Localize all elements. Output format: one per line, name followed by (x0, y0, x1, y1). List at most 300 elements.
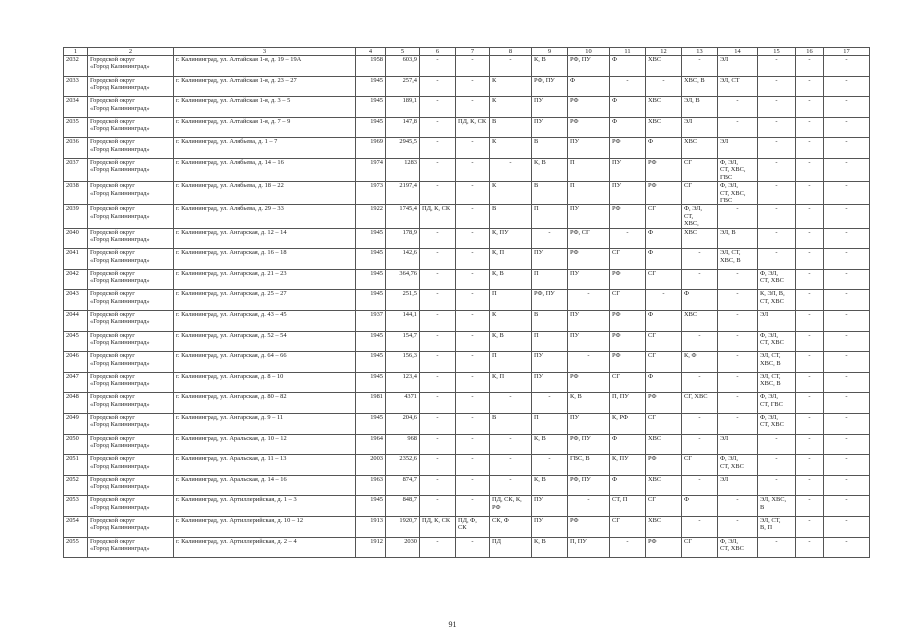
table-cell: СГ (682, 158, 718, 181)
table-cell: 1945 (356, 352, 386, 373)
table-row (64, 228, 870, 249)
table-cell: - (824, 352, 870, 373)
table-cell: г. Калининград, ул. Ангарская, д. 12 – 14 (174, 228, 356, 249)
column-number: 5 (386, 48, 420, 56)
table-cell: г. Калининград, ул. Алябьева, д. 1 – 7 (174, 138, 356, 159)
column-number: 7 (456, 48, 490, 56)
column-number: 16 (796, 48, 824, 56)
table-cell: К, В (532, 475, 568, 496)
table-cell: РФ (646, 393, 682, 414)
table-cell: - (420, 249, 456, 270)
table-cell: РФ, ПУ (568, 434, 610, 455)
table-cell: 2053 (64, 496, 88, 517)
table-cell: К, П (490, 249, 532, 270)
table-cell: - (758, 97, 796, 118)
table-cell: - (796, 76, 824, 97)
table-cell: 603,9 (386, 56, 420, 77)
table-cell: РФ (568, 516, 610, 537)
table-cell: Городской округ «Город Калининград» (88, 138, 174, 159)
column-number: 8 (490, 48, 532, 56)
table-cell: Городской округ «Город Калининград» (88, 393, 174, 414)
table-cell: - (758, 158, 796, 181)
table-cell: ПД, Ф, СК (456, 516, 490, 537)
table-cell: г. Калининград, ул. Алябьева, д. 29 – 33 (174, 205, 356, 228)
table-cell: - (456, 372, 490, 393)
table-cell: - (824, 496, 870, 517)
table-cell: - (796, 352, 824, 373)
table-cell: Ф (682, 290, 718, 311)
table-cell: - (796, 434, 824, 455)
table-cell: - (796, 249, 824, 270)
table-cell: 1981 (356, 393, 386, 414)
table-cell: 1945 (356, 372, 386, 393)
table-cell: - (796, 393, 824, 414)
table-cell: В (532, 311, 568, 332)
housing-register-table (63, 47, 870, 558)
table-cell: - (420, 352, 456, 373)
table-cell: - (796, 117, 824, 138)
table-cell: ЭЛ, СТ, ХВС, В (758, 372, 796, 393)
table-row (64, 269, 870, 290)
table-cell: Городской округ «Город Калининград» (88, 158, 174, 181)
table-cell: 1945 (356, 76, 386, 97)
table-cell: - (420, 228, 456, 249)
table-cell: г. Калининград, ул. Ангарская, д. 21 – 23 (174, 269, 356, 290)
table-cell: Городской округ «Город Калининград» (88, 228, 174, 249)
column-number: 17 (824, 48, 870, 56)
table-cell: СГ (646, 352, 682, 373)
table-cell: 2036 (64, 138, 88, 159)
table-cell: Городской округ «Город Калининград» (88, 496, 174, 517)
table-cell: - (420, 97, 456, 118)
table-cell: РФ (610, 205, 646, 228)
table-cell: Ф, ЭЛ, СТ, ХВС (718, 537, 758, 558)
table-cell: - (758, 249, 796, 270)
table-cell: Ф, ЭЛ, СТ, ХВС (758, 413, 796, 434)
table-cell: ХВС (646, 117, 682, 138)
table-cell: г. Калининград, ул. Алтайская 1-я, д. 3 – 5 (174, 97, 356, 118)
table-cell: - (682, 434, 718, 455)
table-cell: Ф, ЭЛ, СТ, ХВС (718, 455, 758, 476)
table-cell: - (568, 352, 610, 373)
table-cell: Ф (610, 434, 646, 455)
table-cell: - (824, 516, 870, 537)
table-cell: Ф, ЭЛ, СТ, ХВС, (682, 205, 718, 228)
table-cell: В (490, 413, 532, 434)
table-cell: - (718, 290, 758, 311)
column-number: 15 (758, 48, 796, 56)
table-cell: Ф (610, 475, 646, 496)
table-cell: СГ (610, 372, 646, 393)
table-cell: РФ, ПУ (568, 475, 610, 496)
table-cell: К, В (490, 269, 532, 290)
table-cell: - (568, 290, 610, 311)
table-cell: ПД, К, СК (456, 117, 490, 138)
table-cell: - (420, 76, 456, 97)
table-cell: СГ (646, 205, 682, 228)
table-cell: 2041 (64, 249, 88, 270)
table-cell: 1945 (356, 496, 386, 517)
table-cell: К, В (532, 56, 568, 77)
column-number: 3 (174, 48, 356, 56)
table-cell: Ф, ЭЛ, СТ, ХВС (758, 269, 796, 290)
table-cell: 257,4 (386, 76, 420, 97)
column-number: 6 (420, 48, 456, 56)
table-cell: - (420, 455, 456, 476)
table-cell: Городской округ «Город Калининград» (88, 97, 174, 118)
table-cell: РФ (610, 269, 646, 290)
table-cell: - (456, 182, 490, 205)
table-cell: ЭЛ (718, 56, 758, 77)
table-cell: ЭЛ (718, 138, 758, 159)
table-cell: К, П (490, 372, 532, 393)
table-cell: 2037 (64, 158, 88, 181)
table-cell: - (420, 158, 456, 181)
table-cell: Городской округ «Город Калининград» (88, 413, 174, 434)
table-cell: Городской округ «Город Калининград» (88, 249, 174, 270)
table-cell: Городской округ «Город Калининград» (88, 117, 174, 138)
table-cell: Ф (568, 76, 610, 97)
table-cell: - (796, 138, 824, 159)
table-cell: К, ПУ (610, 455, 646, 476)
table-cell: РФ (646, 455, 682, 476)
table-cell: Ф, ЭЛ, СТ, ХВС, ГВС (718, 158, 758, 181)
table-cell: ГВС, В (568, 455, 610, 476)
table-cell: - (796, 537, 824, 558)
table-cell: П (568, 182, 610, 205)
table-cell: РФ (610, 138, 646, 159)
table-cell: г. Калининград, ул. Артиллерийская, д. 2 – 4 (174, 537, 356, 558)
table-cell: г. Калининград, ул. Алтайская 1-я, д. 19 – 19А (174, 56, 356, 77)
table-cell: - (456, 331, 490, 352)
table-cell: - (610, 76, 646, 97)
table-cell: П (532, 205, 568, 228)
table-row (64, 331, 870, 352)
table-cell: - (796, 496, 824, 517)
table-cell: Ф (682, 496, 718, 517)
table-cell: - (824, 455, 870, 476)
table-cell: г. Калининград, ул. Алябьева, д. 18 – 22 (174, 182, 356, 205)
table-cell: - (824, 76, 870, 97)
table-cell: - (532, 455, 568, 476)
table-cell: г. Калининград, ул. Артиллерийская, д. 1 – 3 (174, 496, 356, 517)
table-row (64, 352, 870, 373)
table-cell: Городской округ «Город Калининград» (88, 372, 174, 393)
table-cell: г. Калининград, ул. Алтайская 1-я, д. 7 – 9 (174, 117, 356, 138)
table-cell: - (824, 182, 870, 205)
table-cell: СГ (646, 413, 682, 434)
table-cell: 848,7 (386, 496, 420, 517)
table-cell: - (824, 372, 870, 393)
table-cell: - (796, 290, 824, 311)
table-cell: ПУ (532, 249, 568, 270)
table-cell: - (456, 352, 490, 373)
table-cell: Городской округ «Город Калининград» (88, 352, 174, 373)
table-cell: г. Калининград, ул. Ангарская, д. 9 – 11 (174, 413, 356, 434)
table-cell: РФ (568, 97, 610, 118)
table-cell: - (796, 311, 824, 332)
table-cell: 2033 (64, 76, 88, 97)
table-cell: В (532, 182, 568, 205)
table-cell: - (532, 228, 568, 249)
table-cell: П (532, 331, 568, 352)
table-cell: - (456, 228, 490, 249)
table-cell: Городской округ «Город Калининград» (88, 182, 174, 205)
table-cell: 2048 (64, 393, 88, 414)
table-cell: - (456, 76, 490, 97)
column-number: 10 (568, 48, 610, 56)
table-cell: 1937 (356, 311, 386, 332)
table-cell: 364,76 (386, 269, 420, 290)
table-cell: - (758, 475, 796, 496)
table-cell: - (824, 393, 870, 414)
table-row (64, 290, 870, 311)
table-cell: - (456, 269, 490, 290)
table-row (64, 434, 870, 455)
table-cell: 2049 (64, 413, 88, 434)
table-cell: - (758, 434, 796, 455)
table-cell: РФ (646, 537, 682, 558)
table-cell: 1922 (356, 205, 386, 228)
table-cell: 144,1 (386, 311, 420, 332)
table-cell: - (718, 496, 758, 517)
table-cell: - (420, 138, 456, 159)
table-cell: - (456, 496, 490, 517)
table-cell: РФ (610, 311, 646, 332)
table-cell: РФ (610, 352, 646, 373)
table-cell: Городской округ «Город Калининград» (88, 269, 174, 290)
table-cell: ХВС (646, 434, 682, 455)
table-cell: - (718, 269, 758, 290)
table-cell: ПД, К, СК (420, 205, 456, 228)
table-cell: ЭЛ, ХВС, В (758, 496, 796, 517)
table-cell: - (420, 269, 456, 290)
table-cell: - (824, 475, 870, 496)
table-cell: - (824, 205, 870, 228)
table-row (64, 455, 870, 476)
table-cell: Ф (646, 228, 682, 249)
table-cell: П (568, 158, 610, 181)
table-row (64, 413, 870, 434)
table-cell: К (490, 182, 532, 205)
table-cell: - (420, 372, 456, 393)
table-cell: - (718, 413, 758, 434)
table-cell: - (456, 138, 490, 159)
table-cell: - (796, 413, 824, 434)
table-cell: ПУ (568, 138, 610, 159)
table-cell: - (824, 56, 870, 77)
table-cell: г. Калининград, ул. Ангарская, д. 25 – 27 (174, 290, 356, 311)
table-cell: К (490, 311, 532, 332)
table-cell: 2044 (64, 311, 88, 332)
table-cell: 2039 (64, 205, 88, 228)
table-cell: - (796, 205, 824, 228)
table-cell: - (718, 393, 758, 414)
table-cell: 2043 (64, 290, 88, 311)
table-cell: 2045 (64, 331, 88, 352)
column-number: 11 (610, 48, 646, 56)
table-cell: 1945 (356, 331, 386, 352)
table-cell: - (682, 269, 718, 290)
table-cell: СГ (646, 331, 682, 352)
table-cell: - (796, 331, 824, 352)
table-cell: СГ (682, 182, 718, 205)
table-cell: 874,7 (386, 475, 420, 496)
table-cell: - (420, 311, 456, 332)
table-cell: - (796, 56, 824, 77)
table-cell: - (456, 434, 490, 455)
table-cell: К (490, 138, 532, 159)
table-cell: - (420, 182, 456, 205)
table-cell: - (796, 372, 824, 393)
table-cell: - (796, 516, 824, 537)
table-cell: Ф (646, 138, 682, 159)
table-row (64, 537, 870, 558)
table-cell: г. Калининград, ул. Ангарская, д. 52 – 54 (174, 331, 356, 352)
table-cell: - (758, 182, 796, 205)
table-cell: П, ПУ (568, 537, 610, 558)
table-cell: Городской округ «Город Калининград» (88, 76, 174, 97)
table-cell: 2034 (64, 97, 88, 118)
table-cell: - (796, 228, 824, 249)
table-row (64, 393, 870, 414)
table-cell: - (718, 331, 758, 352)
table-cell: ЭЛ, СТ, ХВС, В (758, 352, 796, 373)
table-cell: г. Калининград, ул. Ангарская, д. 8 – 10 (174, 372, 356, 393)
table-cell: Городской округ «Город Калининград» (88, 311, 174, 332)
table-cell: - (646, 76, 682, 97)
table-cell: РФ, ПУ (568, 56, 610, 77)
table-cell: - (682, 516, 718, 537)
table-cell: - (490, 434, 532, 455)
table-cell: - (568, 496, 610, 517)
table-cell: - (456, 311, 490, 332)
table-cell: - (824, 413, 870, 434)
table-cell: г. Калининград, ул. Ангарская, д. 64 – 66 (174, 352, 356, 373)
table-cell: В (532, 138, 568, 159)
table-cell: - (718, 372, 758, 393)
table-cell: - (758, 117, 796, 138)
table-cell: 1913 (356, 516, 386, 537)
table-cell: - (758, 228, 796, 249)
table-cell: - (718, 311, 758, 332)
table-cell: 123,4 (386, 372, 420, 393)
table-cell: - (610, 537, 646, 558)
table-row (64, 56, 870, 77)
table-cell: РФ (646, 182, 682, 205)
table-cell: ЭЛ (758, 311, 796, 332)
table-cell: СГ (646, 269, 682, 290)
table-cell: 2046 (64, 352, 88, 373)
table-cell: ПУ (568, 311, 610, 332)
table-cell: К, В (490, 331, 532, 352)
table-cell: - (796, 158, 824, 181)
table-cell: РФ (610, 331, 646, 352)
table-cell: - (610, 228, 646, 249)
table-cell: ЭЛ, СТ (718, 76, 758, 97)
table-cell: 1945 (356, 117, 386, 138)
table-cell: К, В (532, 434, 568, 455)
table-cell: ЭЛ (718, 475, 758, 496)
table-cell: - (796, 475, 824, 496)
table-cell: - (718, 117, 758, 138)
table-cell: - (456, 97, 490, 118)
table-cell: - (420, 537, 456, 558)
table-cell: ПУ (568, 205, 610, 228)
table-cell: 1912 (356, 537, 386, 558)
table-cell: 147,8 (386, 117, 420, 138)
table-cell: 1969 (356, 138, 386, 159)
table-cell: 2032 (64, 56, 88, 77)
table-cell: - (824, 138, 870, 159)
table-cell: Ф, ЭЛ, СТ, ХВС (758, 331, 796, 352)
table-cell: - (456, 413, 490, 434)
table-cell: 1974 (356, 158, 386, 181)
table-cell: 1958 (356, 56, 386, 77)
table-cell: Ф (646, 372, 682, 393)
table-cell: ХВС (646, 475, 682, 496)
table-cell: - (796, 269, 824, 290)
table-cell: - (758, 537, 796, 558)
table-cell: ПУ (532, 516, 568, 537)
table-cell: - (456, 249, 490, 270)
table-row (64, 249, 870, 270)
table-cell: - (456, 290, 490, 311)
table-cell: 1283 (386, 158, 420, 181)
table-cell: ХВС (646, 516, 682, 537)
table-cell: - (456, 455, 490, 476)
column-number: 14 (718, 48, 758, 56)
column-number: 4 (356, 48, 386, 56)
table-cell: 178,9 (386, 228, 420, 249)
table-cell: - (490, 475, 532, 496)
table-cell: - (456, 393, 490, 414)
table-cell: - (824, 228, 870, 249)
table-row (64, 158, 870, 181)
table-cell: Ф (610, 97, 646, 118)
table-cell: ПУ (568, 331, 610, 352)
table-cell: СГ (682, 455, 718, 476)
table-cell: Городской округ «Город Калининград» (88, 475, 174, 496)
table-cell: 2197,4 (386, 182, 420, 205)
table-cell: Ф, ЭЛ, СТ, ХВС, ГВС (718, 182, 758, 205)
table-row (64, 97, 870, 118)
table-cell: ЭЛ, В (682, 97, 718, 118)
table-cell: П (532, 269, 568, 290)
table-cell: ХВС (646, 56, 682, 77)
table-cell: - (420, 475, 456, 496)
table-cell: ПУ (532, 352, 568, 373)
table-cell: 2050 (64, 434, 88, 455)
table-cell: РФ (568, 249, 610, 270)
table-cell: - (718, 516, 758, 537)
table-row (64, 311, 870, 332)
table-row (64, 516, 870, 537)
table-cell: 1945 (356, 249, 386, 270)
table-cell: - (758, 455, 796, 476)
table-row (64, 372, 870, 393)
table-cell: ПУ (532, 97, 568, 118)
table-cell: РФ, ПУ (532, 290, 568, 311)
table-cell: 142,6 (386, 249, 420, 270)
table-cell: ХВС (682, 228, 718, 249)
table-cell: 1945 (356, 97, 386, 118)
table-cell: РФ (646, 158, 682, 181)
table-cell: - (420, 56, 456, 77)
table-cell: 4371 (386, 393, 420, 414)
table-cell: - (682, 475, 718, 496)
table-row (64, 205, 870, 228)
